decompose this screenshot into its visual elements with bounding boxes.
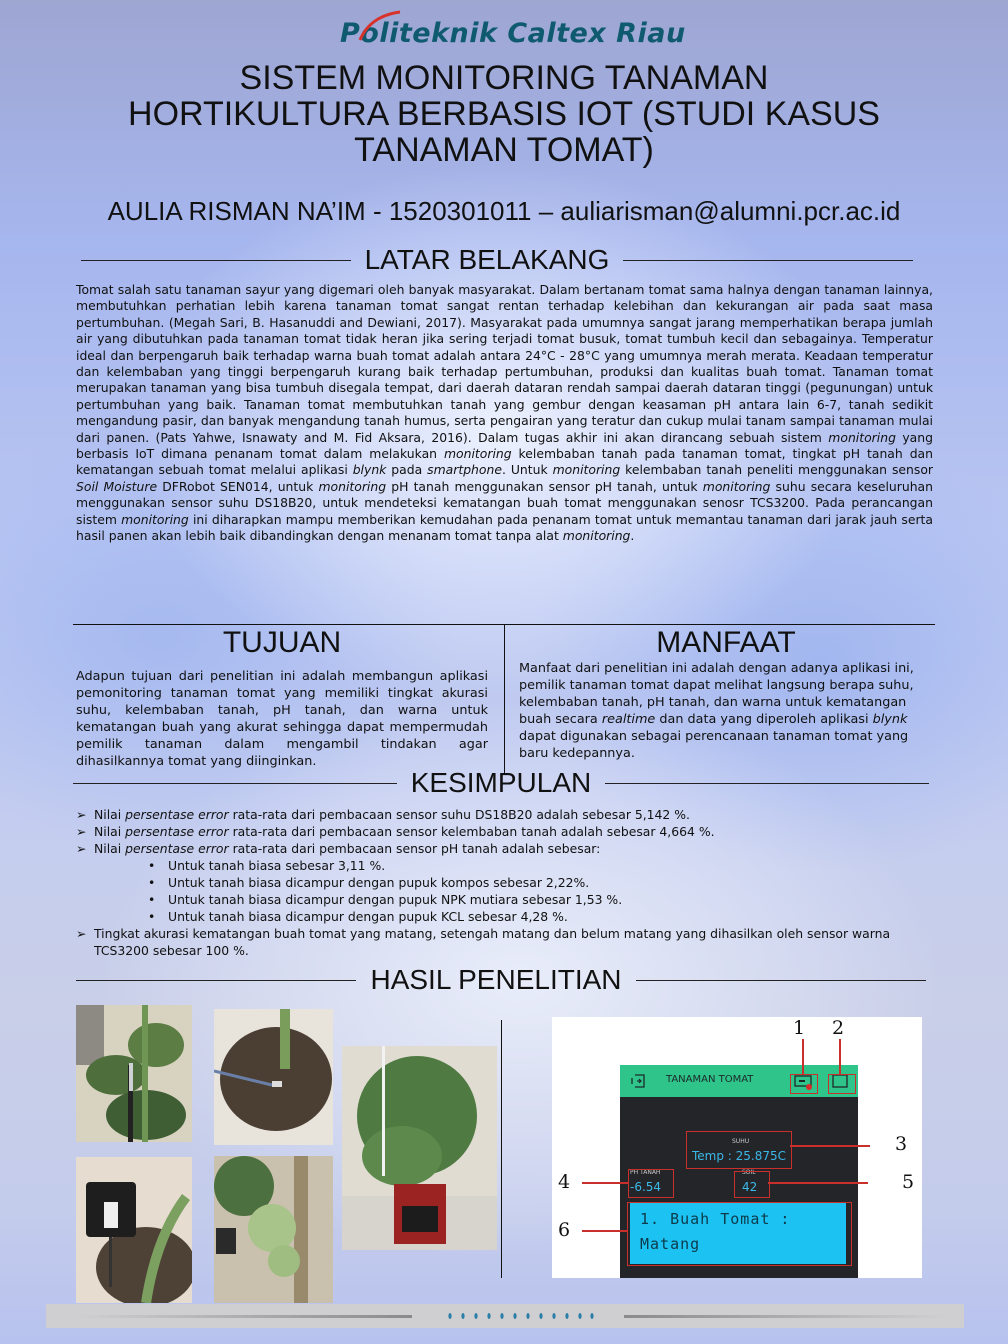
soil-value: 42 bbox=[742, 1180, 758, 1194]
photo-ph-sensor bbox=[76, 1157, 192, 1303]
ph-tanah-value: -6.54 bbox=[630, 1180, 662, 1194]
heading-rule bbox=[636, 980, 926, 981]
footer-decoration-bar bbox=[46, 1304, 964, 1328]
institution-logo bbox=[340, 18, 686, 54]
logo-swoosh-icon bbox=[352, 10, 404, 50]
footer-rule-right bbox=[624, 1315, 944, 1318]
dot-bullet-icon: • bbox=[148, 909, 156, 924]
sub-list-item: • Untuk tanah biasa dicampur dengan pupuk NPK mutiara sebesar 1,53 %. bbox=[148, 892, 623, 907]
dot-bullet-icon: • bbox=[148, 858, 156, 873]
arrow-bullet-icon: ➢ bbox=[76, 841, 87, 856]
dot-bullet-icon: • bbox=[148, 892, 156, 907]
heading-rule bbox=[81, 260, 351, 261]
sub-list-item: • Untuk tanah biasa dicampur dengan pupuk KCL sebesar 4,28 %. bbox=[148, 909, 568, 924]
sub-list-item: • Untuk tanah biasa sebesar 3,11 %. bbox=[148, 858, 386, 873]
divider-vertical bbox=[504, 625, 505, 773]
list-item: ➢ Nilai persentase error rata-rata dari pembacaan sensor pH tanah adalah sebesar: bbox=[76, 841, 601, 856]
section-heading-tujuan: TUJUAN bbox=[222, 626, 342, 659]
arrow-bullet-icon: ➢ bbox=[76, 824, 87, 839]
photo-temperature-sensor bbox=[76, 1005, 192, 1142]
suhu-label: SUHU bbox=[732, 1138, 750, 1145]
section-heading-kesimpulan bbox=[66, 766, 936, 800]
back-exit-icon[interactable] bbox=[630, 1074, 646, 1088]
heading-label: KESIMPULAN bbox=[410, 767, 592, 798]
photo-tomato-plant-device bbox=[342, 1046, 497, 1250]
callout-line-2 bbox=[839, 1039, 841, 1075]
suhu-value: Temp : 25.875C bbox=[692, 1149, 787, 1163]
arrow-bullet-icon: ➢ bbox=[76, 926, 87, 941]
footer-dots-icon bbox=[446, 1311, 596, 1321]
soil-label: SOIL bbox=[742, 1169, 756, 1176]
photo-tomato-color-sensor bbox=[214, 1156, 333, 1303]
section-heading-hasil-penelitian bbox=[56, 962, 946, 998]
app-header-bar bbox=[620, 1065, 858, 1097]
divider-vertical bbox=[501, 1020, 502, 1278]
lcd-line-1: 1. Buah Tomat : bbox=[640, 1210, 791, 1228]
manfaat-text: Manfaat dari penelitian ini adalah dengan adanya aplikasi ini, pemilik tanaman tomat dapat melihat langsung berapa suhu, kelembaban tanah, pH tanah, dan warna untuk kematangan buah secara realtime dan data yang diperoleh aplikasi blynk dapat digunakan sebagai perencanaan tanaman tomat yang baru kedepannya. bbox=[519, 661, 914, 761]
title-line: SISTEM MONITORING TANAMAN bbox=[239, 59, 769, 97]
sub-list-item: • Untuk tanah biasa dicampur dengan pupuk kompos sebesar 2,22%. bbox=[148, 875, 590, 890]
title-line: HORTIKULTURA BERBASIS IOT (STUDI KASUS bbox=[128, 95, 880, 133]
callout-line-1 bbox=[802, 1039, 804, 1075]
heading-label: LATAR BELAKANG bbox=[364, 244, 610, 275]
list-item: ➢ Nilai persentase error rata-rata dari pembacaan sensor suhu DS18B20 adalah sebesar 5,142 %. bbox=[76, 807, 690, 822]
lcd-line-2: Matang bbox=[640, 1235, 701, 1253]
ph-tanah-label: PH TANAH bbox=[630, 1169, 661, 1176]
callout-number-3: 3 bbox=[895, 1133, 908, 1155]
callout-box-6 bbox=[627, 1202, 852, 1266]
dot-bullet-icon: • bbox=[148, 875, 156, 890]
blynk-app-screenshot bbox=[552, 1017, 922, 1278]
callout-number-4: 4 bbox=[558, 1171, 571, 1193]
arrow-bullet-icon: ➢ bbox=[76, 807, 87, 822]
list-item: ➢ Tingkat akurasi kematangan buah tomat yang matang, setengah matang dan belum matang yang dihasilkan oleh sensor warna TCS3200 sebesar 100 %. bbox=[76, 926, 891, 958]
callout-box-4 bbox=[628, 1169, 674, 1198]
callout-number-2: 2 bbox=[832, 1017, 845, 1039]
app-title: TANAMAN TOMAT bbox=[666, 1074, 754, 1085]
section-heading-manfaat: MANFAAT bbox=[656, 626, 796, 659]
callout-number-6: 6 bbox=[558, 1219, 571, 1241]
logo-text: Politeknik Caltex Riau bbox=[340, 18, 686, 49]
heading-rule bbox=[76, 980, 356, 981]
tujuan-text: Adapun tujuan dari penelitian ini adalah membangun aplikasi pemonitoring tanaman tomat yang memiliki tingkat akurasi suhu, kelembaban tanah, pH tanah, dan warna untuk kematangan buah yang akurat sehingga dapat mempermudah pemilik tanaman dalam mengambil tindakan agar dihasilkannya tomat yang diinginkan. bbox=[76, 669, 488, 769]
poster-title bbox=[40, 60, 968, 168]
callout-line-3 bbox=[790, 1145, 870, 1147]
heading-label: HASIL PENELITIAN bbox=[370, 964, 622, 995]
footer-rule-left bbox=[80, 1315, 412, 1318]
callout-box-1 bbox=[790, 1074, 818, 1094]
callout-box-2 bbox=[828, 1074, 856, 1094]
photo-soil-sensor bbox=[214, 1009, 333, 1145]
callout-line-5 bbox=[768, 1182, 868, 1184]
callout-number-5: 5 bbox=[902, 1171, 915, 1193]
title-line: TANAMAN TOMAT) bbox=[354, 131, 654, 169]
callout-line-4 bbox=[582, 1182, 628, 1184]
callout-box-3 bbox=[686, 1131, 792, 1169]
callout-line-6 bbox=[582, 1230, 628, 1232]
section-heading-latar-belakang bbox=[56, 240, 938, 280]
kesimpulan-list bbox=[76, 806, 936, 959]
latar-belakang-text: Tomat salah satu tanaman sayur yang digemari oleh banyak masyarakat. Dalam bertanam tomat sama halnya dengan tanaman lainnya, membutuhkan perhatian lebih karena tanaman tomat sangat rentan terhadap kelebihan dan kekurangan air pada saat masa pertumbuhan. (Megah Sari, B. Hasanuddi and Dewiani, 2017). Masyarakat pada umumnya sangat jarang memperhatikan berapa jumlah air yang dibutuhkan pada tanaman tomat tidak heran jika sering terjadi tomat busuk, tomat tumbuh kecil dan sebagainya. Temperatur ideal dan berpengaruh baik terhadap warna buah tomat adalah antara 24°C - 28°C yang umumnya merah merata. Keadaan temperatur dan kelembaban yang tinggi berpengaruh kurang baik terhadap pertumbuhan, produksi dan kualitas buah tomat. Tanaman tomat merupakan tanaman yang bisa tumbuh disegala tempat, dari daerah dataran rendah sampai daerah dataran tinggi (pegunungan) untuk pertumbuhan yang baik. Tanaman tomat membutuhkan tanah yang gembur dengan keasaman pH antara lain 6-7, tanah sedikit mengandung pasir, dan banyak mengandung tanah humus, serta pengairan yang teratur dan cukup mulai tanam sampai tanaman mulai dari panen. (Pats Yahwe, Isnawaty and M. Fid Aksara, 2016). Dalam tugas akhir ini akan dirancang sebuah sistem monitoring yang berbasis IoT dimana penanam tomat dalam melakukan monitoring kelembaban tanah pada tanaman tomat, tingkat pH tanah dan kematangan sebuah tomat melalui aplikasi blynk pada smartphone. Untuk monitoring kelembaban tanah peneliti menggunakan sensor Soil Moisture DFRobot SEN014, untuk monitoring pH tanah menggunakan sensor pH tanah, untuk monitoring suhu secara keseluruhan menggunakan sensor suhu DS18B20, untuk mendeteksi kematangan buah tomat menggunakan senosr TCS3200. Pada perancangan sistem monitoring ini diharapkan mampu memberikan kemudahan pada penanam tomat untuk memantau tanaman dari jarak jauh serta hasil panen akan lebih baik dibandingkan dengan menanam tomat tanpa alat monitoring. bbox=[76, 282, 934, 544]
callout-box-5 bbox=[734, 1171, 770, 1198]
heading-rule bbox=[73, 783, 397, 784]
heading-rule bbox=[605, 783, 929, 784]
author-line: AULIA RISMAN NA’IM - 1520301011 – auliarisman@alumni.pcr.ac.id bbox=[107, 196, 901, 226]
heading-rule bbox=[623, 260, 913, 261]
callout-number-1: 1 bbox=[793, 1017, 806, 1039]
list-item: ➢ Nilai persentase error rata-rata dari pembacaan sensor kelembaban tanah adalah sebesar 4,664 %. bbox=[76, 824, 715, 839]
